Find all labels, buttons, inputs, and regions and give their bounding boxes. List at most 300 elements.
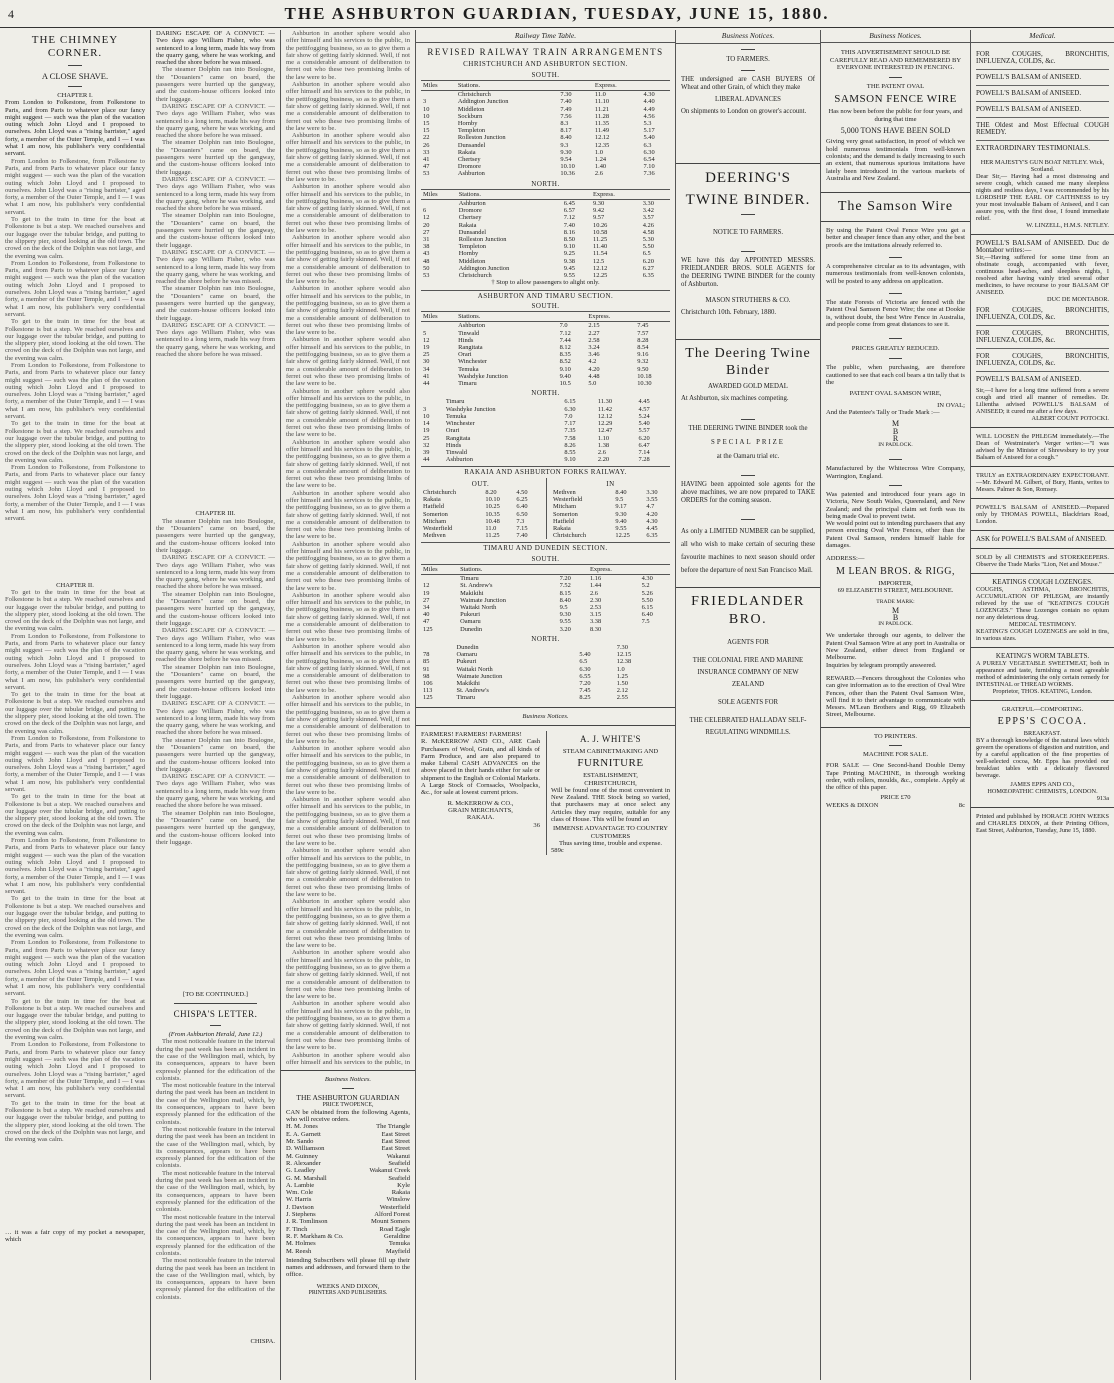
ad-text: A PURELY VEGETABLE SWEETMEAT, both in appearance and taste, furnishing a most agreeable method of administering the only certain remedy for INTESTINAL or THREAD WORMS. <box>976 660 1109 688</box>
station-name: Westerfield <box>423 524 453 532</box>
agents-list <box>286 1123 410 1254</box>
col-stations: Stations. <box>458 564 558 574</box>
train-time: 8.16 <box>563 228 575 236</box>
story-continued: From London to Folkestone, from Folkestone to Paris, and from Paris to whatever place our fancy might suggest — such was the plan of the vacation outing which John Lloyd and I proposed to ourselves. John Lloyd was a "rising barrister," aged forty, a member of the Outer Temple, and I — I was what I am now, his publisher's very confidential servant. <box>5 361 145 421</box>
station-name: Ashburton <box>458 322 486 330</box>
trade-mark-m: M <box>891 419 900 429</box>
station-name: Hinds <box>458 336 474 344</box>
divider <box>971 234 1114 235</box>
ad-heading: The Deering Twine Binder <box>685 346 811 378</box>
guardian-footer: Intending Subscribers will please fill up their names and addresses, and forward them to the office. <box>286 1256 410 1279</box>
timetable-row <box>421 380 670 387</box>
timetable-subtitle: CHRISTCHURCH AND ASHBURTON SECTION. <box>463 60 628 69</box>
direction-label: IN <box>606 479 615 488</box>
col-time <box>562 189 591 199</box>
ad-signature: MASON STRUTHERS & CO. <box>705 297 791 304</box>
station-name: Ashburton <box>445 456 473 464</box>
station-name: Orari <box>458 351 472 359</box>
ad-heading: FARMERS! FARMERS! FARMERS! <box>421 730 522 738</box>
station-name: Makikihi <box>456 680 480 688</box>
train-time: 8.50 <box>563 236 575 244</box>
timetable-row <box>421 651 670 658</box>
trade-mark-label: TRADE MARK: <box>876 599 915 606</box>
timetable-row <box>421 532 540 539</box>
train-time: 6.15 <box>564 398 576 406</box>
train-time <box>660 644 670 651</box>
timetable-row <box>421 98 670 105</box>
ad-number: 36 <box>533 821 540 829</box>
letter-signature: CHISPA. <box>250 1338 275 1346</box>
train-time: 1.24 <box>594 155 607 163</box>
station-miles: 30 <box>423 358 430 366</box>
station-name: Timaru <box>445 398 465 406</box>
train-time: 9.55 <box>559 618 571 626</box>
col-miles: Miles <box>421 80 456 90</box>
story-continued: DARING ESCAPE OF A CONVICT. — Two days ago William Fisher, who was sentenced to a long term, made his way from the quarry gang, where he was working, and reached the shore before he was missed. <box>156 175 275 213</box>
train-time: 5.30 <box>642 236 654 244</box>
direction-label: NORTH. <box>531 389 560 398</box>
train-time: 8.17 <box>560 127 572 135</box>
agent-row <box>286 1218 410 1225</box>
train-time: 3.24 <box>588 343 600 351</box>
station-name: Chertsey <box>458 214 482 222</box>
train-time: 11.49 <box>594 127 610 135</box>
ad-text: POWELL'S BALSAM of ANISEED.—Prepared only by THOMAS POWELL, Blackfriars Road, London. <box>976 504 1109 525</box>
col-time <box>641 189 670 199</box>
story-continued: To get to the train in time for the boat at Folkestone is but a step. We reached ourselves and our luggage over the tubular bridge, and putting to the slippery pier, stood looking at the old town. The crowd on the deck of the Dolphin was not large, and the evening was calm. <box>5 420 145 464</box>
train-time: 6.35 <box>646 532 658 540</box>
agent-name: G. Leadley <box>286 1167 316 1175</box>
train-time: 9.40 <box>559 372 571 380</box>
train-time <box>660 673 670 680</box>
train-time: 10.25 <box>485 503 500 511</box>
col-time <box>558 80 593 90</box>
direction-label: SOUTH. <box>531 554 560 563</box>
train-time: 8.26 <box>564 441 576 449</box>
timetable-row <box>421 214 670 221</box>
train-time: 9.16 <box>637 351 649 359</box>
train-time: 9.17 <box>615 503 627 511</box>
story-continued: From London to Folkestone, from Folkestone to Paris, and from Paris to whatever place our fancy might suggest — such was the plan of the vacation outing which John Lloyd and I proposed to ourselves. John Lloyd was a "rising barrister," aged forty, a member of the Outer Temple, and I — I was what I am now, his publisher's very confidential servant. <box>5 259 145 318</box>
train-time: 12.12 <box>594 134 610 142</box>
station-miles: 91 <box>423 665 430 673</box>
train-time: 5.40 <box>638 420 650 428</box>
train-time: 4.7 <box>646 503 655 511</box>
letter-paragraph: Ashburton in another sphere would also offer himself and his services to the public, in the pettifogging business, so as to give them a fair show of getting fairly skinned. Well, if not me a considerable amount of deliberation to ferret out who these two promising limbs of the law were to be. <box>286 745 410 796</box>
station-miles: 5 <box>423 329 427 337</box>
divider <box>971 427 1114 428</box>
station-name: Waimate Junction <box>456 672 503 680</box>
story-continued: DARING ESCAPE OF A CONVICT. — Two days ago William Fisher, who was sentenced to a long term, made his way from the quarry gang, where he was working, and reached the shore before he was missed. <box>156 627 275 664</box>
station-name: Winchester <box>445 420 475 428</box>
agent-row <box>286 1131 410 1138</box>
timetable-row <box>421 575 670 583</box>
train-time: 9.40 <box>615 517 627 525</box>
train-time: 7.17 <box>564 420 576 428</box>
timetable-row <box>421 489 540 496</box>
agent-place: Temuka <box>388 1240 410 1248</box>
ad-heading: TO PRINTERS. <box>873 732 918 740</box>
guardian-intro: CAN be obtained from the following Agents, who will receive orders. <box>286 1108 410 1124</box>
agent-name: J. Stephens <box>286 1211 316 1219</box>
timetable-row <box>551 503 670 510</box>
story-body <box>5 158 145 578</box>
train-time: 9.30 <box>560 148 572 156</box>
timetable-ch-south <box>421 80 670 178</box>
train-time: 8.52 <box>559 358 571 366</box>
station-miles: 39 <box>423 448 430 456</box>
ad-heading: A. J. WHITE'S <box>580 733 641 744</box>
agent-row <box>286 1204 410 1211</box>
timetable-dunedin-south <box>421 564 670 633</box>
agent-name: J. Davison <box>286 1203 314 1211</box>
ad-text: R. McKERROW AND CO., ARE Cash Purchasers of Wool, Grain, and all kinds of Farm Produce, and are also prepared to make Liberal CASH ADVANCES on the above placed in their hands either for sale or shipment to the English or Colonial Markets. A Large Stock of Cornsacks, Woolpacks, &c., for sale at lowest current prices. <box>421 738 540 797</box>
train-time: 7.30 <box>560 91 572 99</box>
station-name: Templeton <box>458 243 486 251</box>
station-name: Ashburton <box>457 170 485 178</box>
train-time: 12.35 <box>594 141 610 149</box>
train-time: 1.38 <box>597 441 610 449</box>
train-time: 4.48 <box>588 372 600 380</box>
column-heading: Business Notices. <box>821 30 970 43</box>
timetable-row <box>421 106 670 113</box>
station-miles: 78 <box>423 651 430 659</box>
train-time: 9.30 <box>559 611 571 619</box>
agent-name: R. Alexander <box>286 1159 321 1167</box>
medical-ad-heading: THE Oldest and Most Effectual COUGH REMEDY. <box>976 118 1109 141</box>
train-time: 4.20 <box>646 510 658 518</box>
ad-heading: POWELL'S BALSAM of ANISEED. Duc de Montabor writes:— <box>976 239 1109 254</box>
white-ad <box>546 731 670 855</box>
station-miles <box>421 398 444 405</box>
train-time: 8.54 <box>637 343 649 351</box>
agent-place: Mayfield <box>385 1247 410 1255</box>
story-continued: From London to Folkestone, from Folkestone to Paris, and from Paris to whatever place our fancy might suggest — such was the plan of the vacation outing which John Lloyd and I proposed to ourselves. John Lloyd was a "rising barrister," aged forty, a member of the Outer Temple, and I — I was what I am now, his publisher's very confidential servant. <box>5 157 145 216</box>
column-heading: Railway Time Table. <box>416 30 675 43</box>
train-time: 10.26 <box>593 221 608 229</box>
agent-name: Wm. Cole <box>286 1189 314 1197</box>
train-time: 3.20 <box>559 625 571 633</box>
timetable-row <box>421 243 670 250</box>
timetable-row <box>421 330 670 337</box>
trade-mark-r: R <box>892 433 899 443</box>
train-time: 8.12 <box>559 343 571 351</box>
letter-paragraph: Ashburton in another sphere would also offer himself and his services to the public, in the pettifogging business, so as to give them a fair show of getting fairly skinned. Well, if not me a considerable amount of deliberation to ferret out who these two promising limbs of the law were to be. <box>286 489 410 541</box>
agent-place: Kyle <box>397 1181 410 1189</box>
letter-body <box>156 1038 275 1338</box>
train-time: 11.40 <box>593 243 608 251</box>
letter-paragraph: The most noticeable feature in the interval during the past week has been an incident in the case of the Wellington mail, which, by its consequences, appears to have been expressly planned for the edification of the colonists. <box>156 1213 275 1257</box>
col-express: Express. <box>586 312 635 322</box>
timetable-row <box>421 120 670 127</box>
train-time: 4.30 <box>641 575 653 583</box>
ad-signature: JAMES EPPS AND CO., <box>1010 781 1075 788</box>
agent-name: E. A. Garnett <box>286 1130 321 1138</box>
timetable-row <box>551 511 670 518</box>
divider <box>741 475 754 476</box>
train-time: 4.45 <box>646 524 658 532</box>
train-time: 7.12 <box>563 214 575 222</box>
station-miles: 15 <box>423 119 430 127</box>
train-time: 11.28 <box>594 112 610 120</box>
story-continued: From London to Folkestone, from Folkestone to Paris, and from Paris to whatever place our fancy might suggest — such was the plan of the vacation outing which John Lloyd and I proposed to ourselves. John Lloyd was a "rising barrister," aged forty, a member of the Outer Temple, and I — I was what I am now, his publisher's very confidential servant. <box>5 939 145 998</box>
ad-text: Will be found one of the most convenient in New Zealand. THE Stock being so varied, that purchasers may at once select any Articles they may require, suitable for any class of House. This will be found an <box>551 786 670 824</box>
train-time: 10.48 <box>485 517 500 525</box>
timetable-row <box>421 373 670 380</box>
letter-paragraph: Ashburton in another sphere would also offer himself and his services to the public, in the pettifogging business, so as to give them a fair show of getting fairly skinned. Well, if not me a considerable amount of deliberation to ferret out who these two promising limbs of the law were to be. <box>286 30 410 81</box>
train-time: 5.0 <box>588 379 597 387</box>
train-time: 7.45 <box>579 687 591 695</box>
ad-subheading: AWARDED GOLD MEDAL <box>708 383 788 390</box>
timetable-row <box>421 156 670 163</box>
ad-highlight: IMMENSE ADVANTAGE TO COUNTRY CUSTOMERS <box>552 825 669 840</box>
agent-row <box>286 1138 410 1145</box>
train-time: 3.30 <box>642 200 654 208</box>
station-name: Middleton <box>458 257 486 265</box>
train-time: 2.15 <box>588 322 600 330</box>
notices-heading: Business Notices. <box>324 1076 372 1083</box>
agent-row <box>286 1226 410 1233</box>
train-time: 10.35 <box>485 510 500 518</box>
train-time: 10.18 <box>637 372 652 380</box>
train-time: 6.30 <box>564 405 576 413</box>
station-miles: 44 <box>423 379 430 387</box>
train-time: 3.15 <box>589 611 602 619</box>
station-name: Rolleston Junction <box>457 134 506 142</box>
station-miles: 34 <box>423 365 430 373</box>
ad-text: Manufactured by the Whitecross Wire Company, Warrington, England. <box>826 465 965 480</box>
ad-subheading: ESTABLISHMENT, <box>583 772 638 780</box>
train-time: 6.30 <box>579 665 591 673</box>
train-time: 11.54 <box>593 250 608 258</box>
timetable-note: † Stop to allow passengers to alight only. <box>491 279 600 287</box>
train-time: 7.36 <box>643 170 655 178</box>
col-stations: Stations. <box>456 80 559 90</box>
medical-ad-heading: POWELL'S BALSAM of ANISEED. <box>976 102 1109 118</box>
ad-subheading: MACHINE FOR SALE. <box>862 751 929 758</box>
train-time: 1.0 <box>616 665 625 673</box>
train-time: 7.28 <box>638 456 650 464</box>
medical-ad-heading: FOR COUGHS, BRONCHITIS, INFLUENZA, COLDS, &c. <box>976 47 1109 70</box>
divider <box>821 192 970 193</box>
ad-text: Inquiries by telegram promptly answered. <box>826 661 937 669</box>
station-miles: 10 <box>423 412 430 420</box>
timetable-row <box>421 322 670 330</box>
station-miles: 26 <box>423 141 430 149</box>
medical-ads <box>976 47 1109 156</box>
station-name: Mitcham <box>423 517 447 525</box>
letter-body <box>286 30 410 1065</box>
agent-row <box>286 1189 410 1196</box>
train-time: 10.30 <box>637 379 652 387</box>
ad-text: HAVING been appointed sole agents for the above machines, we are now prepared to TAKE ORDERS for the coming season. <box>681 481 815 504</box>
medical-ad-heading: EXTRAORDINARY TESTIMONIALS. <box>976 144 1090 152</box>
train-time: 1.25 <box>616 672 628 680</box>
divider <box>971 807 1114 808</box>
agent-name: M. Guinney <box>286 1152 318 1160</box>
station-miles: 19 <box>423 589 430 597</box>
station-name: Hornby <box>457 119 478 127</box>
letter-paragraph: Ashburton in another sphere would also offer himself and his services to the public, in the pettifogging business, so as to give them a fair show of getting fairly skinned. Well, if not me a considerable amount of deliberation to ferret out who these two promising limbs of the law were to be. <box>286 796 410 847</box>
station-name: Christchurch <box>457 91 491 99</box>
station-miles: 47 <box>423 618 430 626</box>
story-body <box>156 66 275 506</box>
agent-name: A. Lambie <box>286 1181 315 1189</box>
timetable-ch-north <box>421 189 670 279</box>
chapter-heading: CHAPTER I. <box>57 92 93 99</box>
station-miles: 12 <box>423 582 430 590</box>
station-miles: 25 <box>423 351 430 359</box>
station-miles: 22 <box>423 134 430 142</box>
train-time: 5.17 <box>643 127 655 135</box>
story-continued: To get to the train in time for the boat at Folkestone is but a step. We reached ourselves and our luggage over the tubular bridge, and putting to the slippery pier, stood looking at the old town. The crowd on the deck of the Dolphin was not large, and the evening was calm. <box>5 793 145 837</box>
ad-text: WILL LOOSEN the PHLEGM immediately.—The Dean of Westminster's Verger writes:—"I was advised by the Minister of Shrewsbury to try your Balsam of Aniseed for a cough." <box>976 433 1109 461</box>
timetable-row <box>421 604 670 611</box>
letter-paragraph: Ashburton in another sphere would also offer himself and his services to the public, in the pettifogging business, so as to give them a fair show of getting fairly skinned. Well, if not me a considerable amount of deliberation to ferret out who these two promising limbs of the law were to be. <box>286 285 410 337</box>
timetable-row <box>421 611 670 618</box>
train-time: 12.25 <box>615 532 630 540</box>
train-time: 5.40 <box>579 651 591 659</box>
divider <box>174 1003 257 1004</box>
station-name: Hinds <box>445 441 462 449</box>
agent-row <box>286 1196 410 1203</box>
timetable-timaru-north <box>421 398 670 463</box>
letter-paragraph: The most noticeable feature in the interval during the past week has been an incident in the case of the Wellington mail, which, by its consequences, appears to have been expressly planned for the edification of the colonists. <box>156 1082 275 1126</box>
station-miles: 41 <box>423 372 430 380</box>
ad-heading: KEATING'S WORM TABLETS. <box>995 652 1090 660</box>
ad-text: The state Forests of Victoria are fenced with the Patent Oval Samson Fence Wire; the one at Dookie is, without doubt, the best Wire Fence in Australia, and people come from great distances to see it. <box>826 298 965 328</box>
divider <box>889 745 903 746</box>
train-time: 6.47 <box>638 441 650 449</box>
train-time: 6.57 <box>563 207 575 215</box>
train-time: 7.30 <box>616 644 628 652</box>
timetable-row <box>551 532 670 539</box>
station-name: Westerfield <box>553 496 583 504</box>
station-miles: 19 <box>423 427 430 435</box>
timetable-row <box>421 358 670 365</box>
train-time: 9.10 <box>563 243 575 251</box>
train-time <box>660 651 670 658</box>
story-continued: The steamer Dolphin ran into Boulogne, the "Douaniers" came on board, the passengers were hurried up the gangway, and the custom-house officers looked into their luggage. <box>156 517 275 554</box>
train-time: 9.25 <box>563 250 575 258</box>
letter-paragraph: The most noticeable feature in the interval during the past week has been an incident in the case of the Wellington mail, which, by its consequences, appears to have been expressly planned for the edification of the colonists. <box>156 1125 275 1170</box>
section-title: TIMARU AND DUNEDIN SECTION. <box>421 542 670 552</box>
timetable-row <box>421 525 540 532</box>
ad-subheading: BREAKFAST. <box>1023 730 1062 737</box>
train-time: 7.35 <box>564 427 576 435</box>
col-express: Express. <box>591 189 641 199</box>
section-title: RAKAIA AND ASHBURTON FORKS RAILWAY. <box>421 466 670 476</box>
ad-text: Sir,—I have for a long time suffered from a severe cough and tried all manner of remedies. Dr. Lilientha advised POWELL'S BALSAM of ANISEED; it cured me after a few days. <box>976 387 1109 415</box>
train-time: 8.30 <box>589 625 602 633</box>
agent-place: East Street <box>381 1145 410 1153</box>
testimonial-heading: HER MAJESTY'S GUN BOAT NETLEY. Wick, Scotland. <box>980 159 1105 173</box>
ad-signature: R. McKERROW & CO., <box>447 799 514 807</box>
station-miles: 48 <box>423 257 430 265</box>
train-time: 6.55 <box>579 672 591 680</box>
station-miles: 3 <box>423 98 427 106</box>
direction-label: NORTH. <box>531 634 560 643</box>
trade-mark-b: B <box>892 612 899 622</box>
timetable-row <box>421 236 670 243</box>
ad-text: at the Oamaru trial etc. <box>716 453 780 460</box>
story-continued: To get to the train in time for the boat at Folkestone is but a step. We reached ourselves and our luggage over the tubular bridge, and putting to the slippery pier, stood looking at the old town. The crowd on the deck of the Dolphin was not large, and the evening was calm. <box>5 318 145 362</box>
trade-mark-caption: IN PADLOCK. <box>878 442 913 449</box>
timetable-row <box>421 680 670 687</box>
direction-label: NORTH. <box>531 179 560 188</box>
imprint: Printed and published by HORACE JOHN WEEKS and CHARLES DIXON, at their Printing Offices, East Street, Ashburton, Tuesday, June 15, 1880. <box>976 813 1109 834</box>
train-time: 7.12 <box>559 329 571 337</box>
agent-name: Mr. Sando <box>286 1138 314 1146</box>
testimonial-text: Dear Sir,— Having had a most distressing and severe cough, which caused me many sleepless nights and restless days, I was recommended by his LORDSHIP THE EARL OF CAITHNESS to try your most invaluable Balsam of Aniseed, and I can assure you, with the first dose, I found immediate relief. <box>976 173 1109 222</box>
divider <box>971 647 1114 648</box>
station-name: Dunsandel <box>458 228 487 236</box>
timetable-rakaia-out <box>421 489 540 539</box>
col-time <box>640 564 670 574</box>
agent-name: J. R. Tomlinson <box>286 1218 328 1226</box>
train-time: 10.36 <box>560 170 575 178</box>
ad-signature: DUC DE MONTABOR. <box>1047 296 1109 303</box>
section-title: ASHBURTON AND TIMARU SECTION. <box>421 290 670 300</box>
testimonial-signature: W. LINZELL, H.M.S. NETLEY. <box>1026 222 1109 229</box>
divider <box>68 65 82 66</box>
divider <box>971 548 1114 549</box>
story-continued: From London to Folkestone, from Folkestone to Paris, and from Paris to whatever place our fancy might suggest — such was the plan of the vacation outing which John Lloyd and I proposed to ourselves. John Lloyd was a "rising barrister," aged forty, a member of the Outer Temple, and I — I was what I am now, his publisher's very confidential servant. <box>5 464 145 523</box>
col-stations: Stations. <box>456 312 558 322</box>
timetable-row <box>421 127 670 134</box>
timetable-row <box>421 413 670 420</box>
train-time: 7.44 <box>559 336 571 344</box>
direction-label: SOUTH. <box>531 70 560 79</box>
train-time: 5.50 <box>641 596 653 604</box>
timetable-row <box>421 398 670 405</box>
timetable-row <box>421 113 670 120</box>
train-time: 10.58 <box>593 228 608 236</box>
train-time: 9.5 <box>559 603 568 611</box>
ad-text: Was patented and introduced four years ago in Victoria, New South Wales, Queensland, and New Zealand; and the principal claim set forth was its being made Oval to prevent twist. <box>826 490 965 520</box>
timetable-row <box>421 207 670 214</box>
ad-signature-sub: HOMŒOPATHIC CHEMISTS, LONDON. <box>987 788 1098 795</box>
train-time: 12.25 <box>593 272 608 280</box>
divider <box>889 77 903 78</box>
publishers-name: WEEKS AND DIXON, <box>316 1282 380 1290</box>
ad-heading: The Samson Wire <box>837 199 954 215</box>
letter-paragraph: Ashburton in another sphere would also offer himself and his services to the public, in the pettifogging business, so as to give them a fair show of getting fairly skinned. Well, if not me a considerable amount of deliberation to ferret out who these two promising limbs of the law were to be. <box>286 234 410 286</box>
station-name: Rolleston Junction <box>458 236 507 244</box>
col-time <box>635 312 670 322</box>
station-name: Christchurch <box>423 488 457 496</box>
station-name: Timaru <box>458 379 477 387</box>
medical-ad-heading: FOR COUGHS, BRONCHITIS, INFLUENZA, COLDS, &c. <box>976 349 1109 372</box>
medical-ad-heading: FOR COUGHS, BRONCHITIS, INFLUENZA, COLDS, &c. <box>976 303 1109 326</box>
station-name: Temuka <box>458 365 479 373</box>
train-time: 3.57 <box>642 214 654 222</box>
timetable-row <box>421 666 670 673</box>
guardian-price: PRICE TWOPENCE, <box>322 1101 374 1108</box>
story-continued: To get to the train in time for the boat at Folkestone is but a step. We reached ourselves and our luggage over the tubular bridge, and putting to the slippery pier, stood looking at the old town. The crowd on the deck of the Dolphin was not large, and the evening was calm. <box>5 997 145 1042</box>
station-miles: 41 <box>423 155 430 163</box>
column-deering <box>675 30 820 1380</box>
timetable-row <box>421 442 670 449</box>
station-name: Christchurch <box>458 272 492 280</box>
column-heading: Medical. <box>971 30 1114 43</box>
train-time: 8.15 <box>559 589 571 597</box>
station-miles: 125 <box>423 625 433 633</box>
divider <box>889 338 903 339</box>
train-time: 7.40 <box>516 532 528 540</box>
train-time: 2.6 <box>594 170 603 178</box>
trade-mark-caption: IN PADLOCK. <box>878 621 913 628</box>
